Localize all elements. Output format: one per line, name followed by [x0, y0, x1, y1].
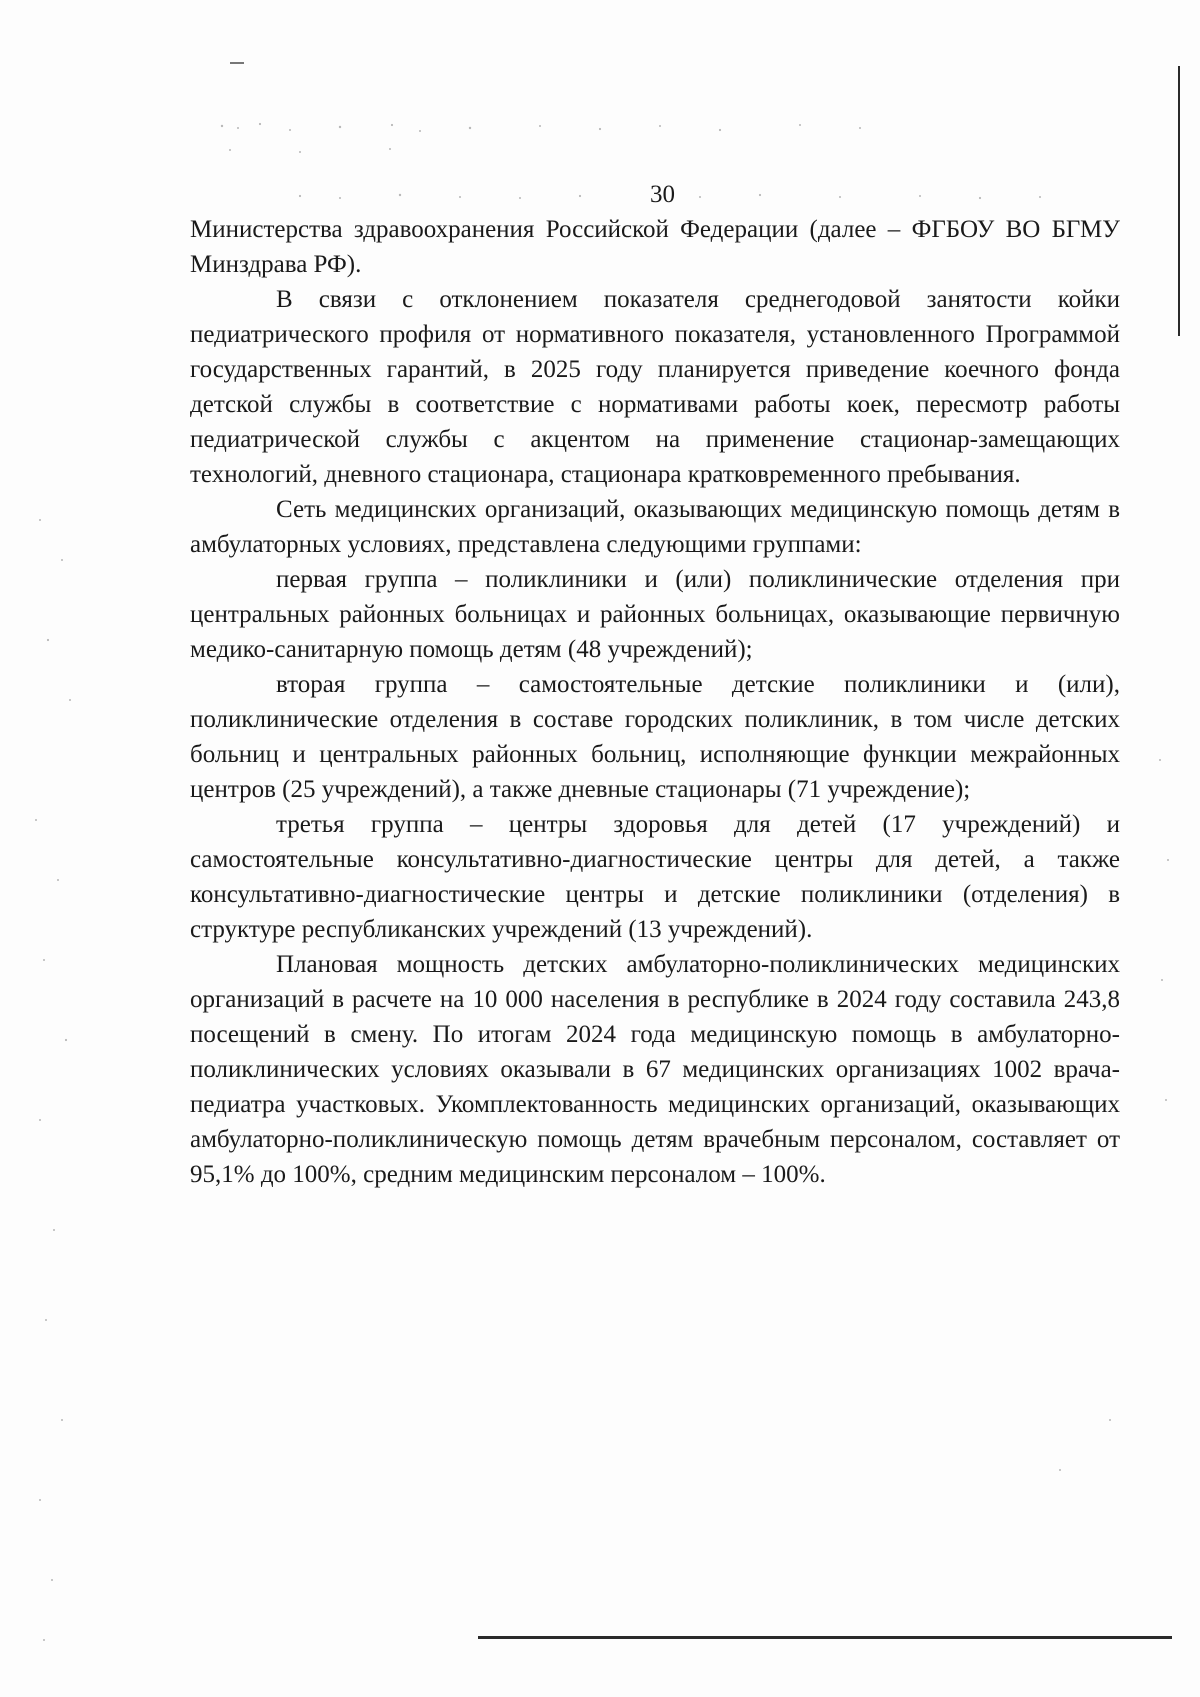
scan-artifact-bottom-line: [478, 1636, 1172, 1639]
paragraph-bed-occupancy: В связи с отклонением показателя среднегодовой занятости койки педиатрического профиля от нормативного показателя, установленного Программой государственных гарантий, в 2025 году планируется приведение коечного фонда детской службы в соответствие с нормативами работы коек, пересмотр работы педиатрической службы с акцентом на применение стационар-замещающих технологий, дневного стационара, стационара кратковременного пребывания.: [190, 286, 1120, 488]
paragraph-group-three: третья группа – центры здоровья для детей (17 учреждений) и самостоятельные консультативно-диагностические центры для детей, а также консультативно-диагностические центры и детские поликлиники (отделения) в структуре республиканских учреждений (13 учреждений).: [190, 811, 1120, 943]
paragraph-ministry-continuation: Министерства здравоохранения Российской Федерации (далее – ФГБОУ ВО БГМУ Минздрава РФ).: [190, 216, 1120, 278]
document-body: [190, 212, 1120, 1192]
page-number: 30: [650, 181, 675, 208]
scan-artifact-top-mark: [230, 62, 244, 64]
paragraph-planned-capacity: Плановая мощность детских амбулаторно-поликлинических медицинских организаций в расчете на 10 000 населения в республике в 2024 году составила 243,8 посещений в смену. По итогам 2024 года медицинскую помощь в амбулаторно-поликлинических условиях оказывали в 67 медицинских организациях 1002 врача-педиатра участковых. Укомплектованность медицинских организаций, оказывающих амбулаторно-поликлиническую помощь детям врачебным персоналом, составляет от 95,1% до 100%, средним медицинским персоналом – 100%.: [190, 951, 1120, 1188]
paragraph-network-intro: Сеть медицинских организаций, оказывающих медицинскую помощь детям в амбулаторных условиях, представлена следующими группами:: [190, 496, 1120, 558]
paragraph-group-two: вторая группа – самостоятельные детские поликлиники и (или), поликлинические отделения в составе городских поликлиник, в том числе детских больниц и центральных районных больниц, исполняющие функции межрайонных центров (25 учреждений), а также дневные стационары (71 учреждение);: [190, 671, 1120, 803]
paragraph-group-one: первая группа – поликлиники и (или) поликлинические отделения при центральных районных больницах и районных больницах, оказывающие первичную медико-санитарную помощь детям (48 учреждений);: [190, 566, 1120, 663]
scan-artifact-right-edge-line: [1178, 66, 1180, 336]
